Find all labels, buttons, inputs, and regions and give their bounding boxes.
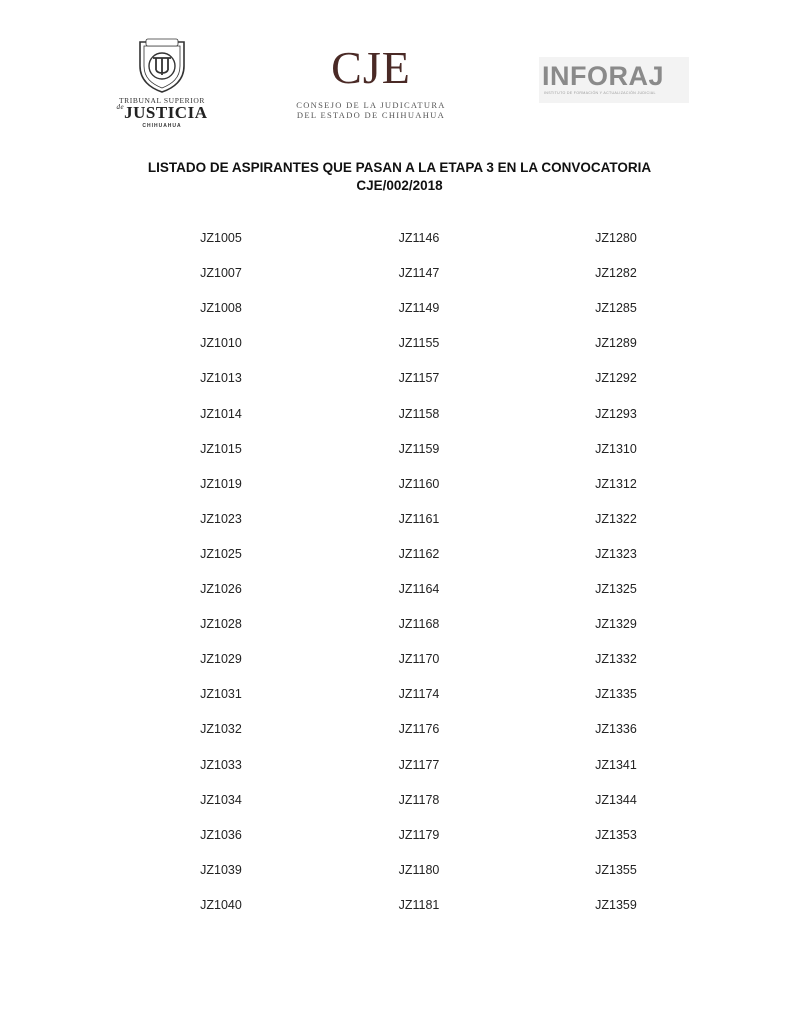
table-row xyxy=(0,298,799,318)
cje-subtitle-line2: DEL ESTADO DE CHIHUAHUA xyxy=(296,110,446,120)
applicant-code: JZ1033 xyxy=(200,758,242,772)
applicant-code: JZ1013 xyxy=(200,371,242,385)
applicant-code: JZ1010 xyxy=(200,336,242,350)
tribunal-emblem-icon xyxy=(134,36,190,94)
justicia-text: JUSTICIA xyxy=(124,103,208,122)
table-row xyxy=(0,263,799,283)
applicant-code: JZ1014 xyxy=(200,407,242,421)
table-row xyxy=(0,404,799,424)
document-title xyxy=(0,159,799,195)
applicant-code: JZ1039 xyxy=(200,863,242,877)
applicant-code: JZ1040 xyxy=(200,898,242,912)
table-row xyxy=(0,790,799,810)
applicant-code: JZ1341 xyxy=(595,758,637,772)
applicant-code: JZ1019 xyxy=(200,477,242,491)
applicant-code: JZ1031 xyxy=(200,687,242,701)
cje-logo xyxy=(296,40,456,130)
applicant-code: JZ1176 xyxy=(398,722,440,736)
applicant-code: JZ1029 xyxy=(200,652,242,666)
applicant-code: JZ1323 xyxy=(595,547,637,561)
applicant-code: JZ1353 xyxy=(595,828,637,842)
applicant-code: JZ1332 xyxy=(595,652,637,666)
applicant-code: JZ1335 xyxy=(595,687,637,701)
applicant-code: JZ1181 xyxy=(398,898,440,912)
cje-subtitle-line1: CONSEJO DE LA JUDICATURA xyxy=(296,100,446,110)
table-row xyxy=(0,719,799,739)
table-row xyxy=(0,895,799,915)
applicant-code: JZ1007 xyxy=(200,266,242,280)
applicant-code: JZ1280 xyxy=(595,231,637,245)
applicant-code: JZ1359 xyxy=(595,898,637,912)
inforaj-logo xyxy=(539,57,689,103)
applicant-code: JZ1285 xyxy=(595,301,637,315)
applicant-code: JZ1174 xyxy=(398,687,440,701)
applicant-code: JZ1005 xyxy=(200,231,242,245)
applicant-code: JZ1292 xyxy=(595,371,637,385)
table-row xyxy=(0,228,799,248)
applicant-code: JZ1025 xyxy=(200,547,242,561)
table-row xyxy=(0,544,799,564)
applicant-code: JZ1032 xyxy=(200,722,242,736)
applicant-code: JZ1282 xyxy=(595,266,637,280)
applicant-code: JZ1159 xyxy=(398,442,440,456)
cje-wordmark: CJE xyxy=(331,42,411,93)
applicant-code: JZ1180 xyxy=(398,863,440,877)
applicant-code: JZ1289 xyxy=(595,336,637,350)
applicant-code: JZ1168 xyxy=(398,617,440,631)
applicant-code: JZ1023 xyxy=(200,512,242,526)
applicant-code: JZ1329 xyxy=(595,617,637,631)
justicia-wordmark xyxy=(112,103,212,123)
applicant-code: JZ1293 xyxy=(595,407,637,421)
applicant-code: JZ1158 xyxy=(398,407,440,421)
table-row xyxy=(0,333,799,353)
applicant-code: JZ1160 xyxy=(398,477,440,491)
table-row xyxy=(0,755,799,775)
tribunal-superior-logo xyxy=(112,36,212,128)
tribunal-superior-text: TRIBUNAL SUPERIOR xyxy=(119,96,205,105)
applicant-code: JZ1312 xyxy=(595,477,637,491)
applicant-code: JZ1149 xyxy=(398,301,440,315)
applicant-code: JZ1028 xyxy=(200,617,242,631)
applicant-code: JZ1310 xyxy=(595,442,637,456)
applicant-code: JZ1164 xyxy=(398,582,440,596)
applicant-code: JZ1325 xyxy=(595,582,637,596)
inforaj-wordmark: INFORAJ xyxy=(542,61,665,91)
applicant-code: JZ1161 xyxy=(398,512,440,526)
table-row xyxy=(0,649,799,669)
table-row xyxy=(0,474,799,494)
title-line-1: LISTADO DE ASPIRANTES QUE PASAN A LA ETAPA 3 EN LA CONVOCATORIA xyxy=(147,160,652,175)
title-line-2: CJE/002/2018 xyxy=(356,178,443,193)
applicant-code: JZ1179 xyxy=(398,828,440,842)
applicant-code: JZ1344 xyxy=(595,793,637,807)
applicant-code: JZ1008 xyxy=(200,301,242,315)
document-header xyxy=(0,0,799,140)
applicant-code: JZ1178 xyxy=(398,793,440,807)
applicant-code: JZ1036 xyxy=(200,828,242,842)
applicant-code: JZ1015 xyxy=(200,442,242,456)
applicant-code: JZ1034 xyxy=(200,793,242,807)
table-row xyxy=(0,579,799,599)
applicant-code: JZ1155 xyxy=(398,336,440,350)
applicant-code: JZ1322 xyxy=(595,512,637,526)
table-row xyxy=(0,825,799,845)
inforaj-subtitle: INSTITUTO DE FORMACIÓN Y ACTUALIZACIÓN JUDICIAL xyxy=(544,91,656,95)
applicant-code: JZ1170 xyxy=(398,652,440,666)
table-row xyxy=(0,509,799,529)
applicant-code: JZ1177 xyxy=(398,758,440,772)
de-text: de xyxy=(116,103,125,111)
table-row xyxy=(0,614,799,634)
chihuahua-text: CHIHUAHUA xyxy=(142,123,182,129)
applicant-code: JZ1026 xyxy=(200,582,242,596)
applicant-code: JZ1336 xyxy=(595,722,637,736)
applicant-code: JZ1157 xyxy=(398,371,440,385)
applicant-code: JZ1355 xyxy=(595,863,637,877)
applicant-code: JZ1162 xyxy=(398,547,440,561)
table-row xyxy=(0,368,799,388)
table-row xyxy=(0,860,799,880)
table-row xyxy=(0,684,799,704)
applicant-code: JZ1146 xyxy=(398,231,440,245)
table-row xyxy=(0,439,799,459)
applicant-code: JZ1147 xyxy=(398,266,440,280)
